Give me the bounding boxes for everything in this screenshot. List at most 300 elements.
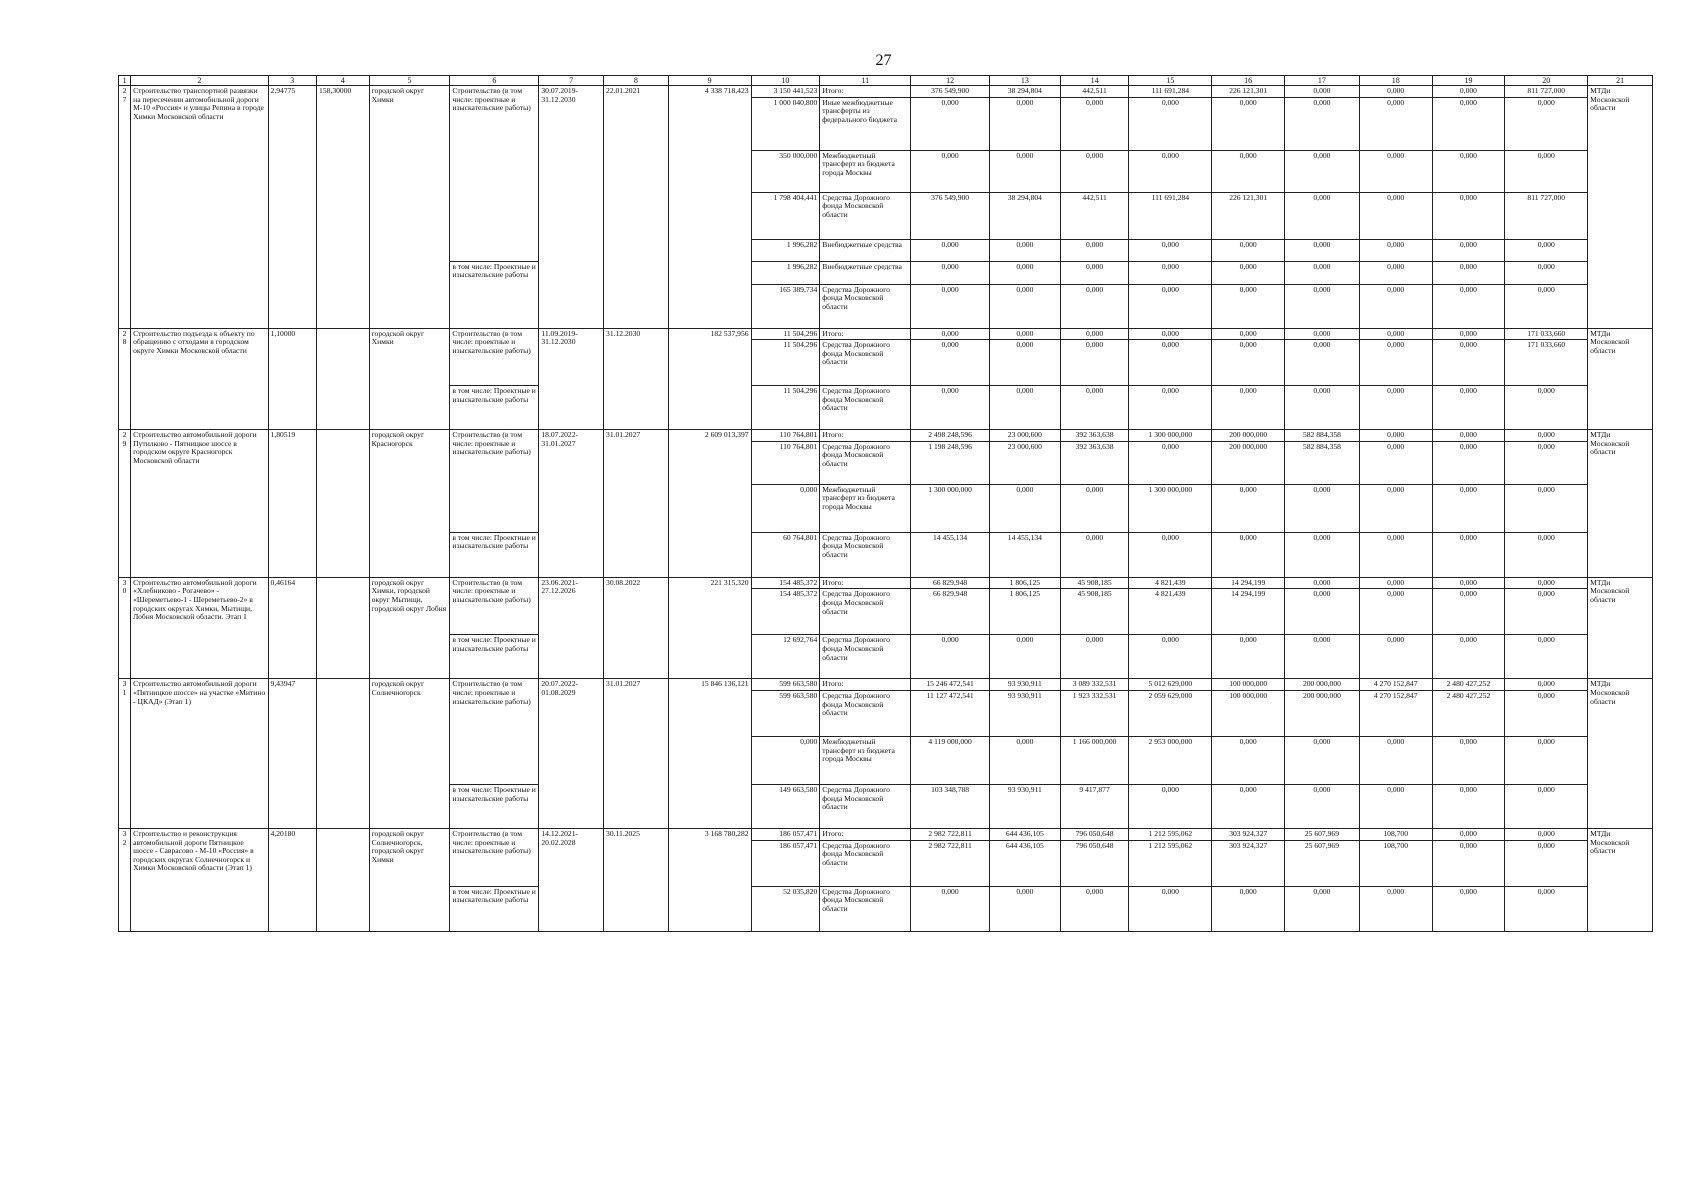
funded-amount: 110 764,801 bbox=[751, 441, 820, 484]
year-amount: 0,000 bbox=[1212, 635, 1285, 679]
year-amount: 200 000,000 bbox=[1285, 679, 1360, 691]
year-amount: 0,000 bbox=[1432, 192, 1505, 239]
year-amount: 0,000 bbox=[1432, 261, 1505, 284]
funding-source: Межбюджетный трансферт из бюджета города Москвы bbox=[820, 150, 911, 192]
column-header: 7 bbox=[539, 76, 604, 86]
year-amount: 0,000 bbox=[911, 261, 990, 284]
funded-amount: 599 663,580 bbox=[751, 690, 820, 736]
funding-source: Итого: bbox=[820, 679, 911, 691]
year-amount: 0,000 bbox=[1359, 635, 1432, 679]
funding-source: Средства Дорожного фонда Московской области bbox=[820, 441, 911, 484]
funded-amount: 3 150 441,523 bbox=[751, 86, 820, 98]
year-amount: 644 436,105 bbox=[990, 828, 1061, 840]
funding-source: Внебюджетные средства bbox=[820, 239, 911, 261]
executor: МТДи Московской области bbox=[1588, 86, 1653, 329]
year-amount: 108,700 bbox=[1359, 840, 1432, 886]
year-amount: 25 607,969 bbox=[1285, 828, 1360, 840]
year-amount: 392 363,638 bbox=[1060, 430, 1129, 442]
work-period: 20.07.2022-01.08.2029 bbox=[539, 679, 604, 829]
year-amount: 0,000 bbox=[1129, 386, 1212, 430]
completion-date: 30.11.2025 bbox=[604, 828, 669, 931]
year-amount: 93 930,911 bbox=[990, 679, 1061, 691]
funding-source: Средства Дорожного фонда Московской области bbox=[820, 886, 911, 931]
column-header: 14 bbox=[1060, 76, 1129, 86]
year-amount: 0,000 bbox=[1359, 150, 1432, 192]
year-amount: 0,000 bbox=[990, 386, 1061, 430]
year-amount: 0,000 bbox=[990, 284, 1061, 328]
year-amount: 0,000 bbox=[1505, 690, 1588, 736]
year-amount: 93 930,911 bbox=[990, 690, 1061, 736]
year-amount: 2 982 722,811 bbox=[911, 840, 990, 886]
year-amount: 0,000 bbox=[1285, 532, 1360, 577]
column-header: 13 bbox=[990, 76, 1061, 86]
funded-amount: 154 485,372 bbox=[751, 577, 820, 589]
year-amount: 4 821,439 bbox=[1129, 589, 1212, 635]
year-amount: 0,000 bbox=[1505, 679, 1588, 691]
year-amount: 1 923 332,531 bbox=[1060, 690, 1129, 736]
work-type-design: в том числе: Проектные и изыскательские работы bbox=[450, 532, 539, 577]
capacity-value bbox=[317, 679, 370, 829]
year-amount: 0,000 bbox=[1212, 97, 1285, 150]
funded-amount: 11 504,296 bbox=[751, 386, 820, 430]
funded-amount: 0,000 bbox=[751, 736, 820, 784]
year-amount: 0,000 bbox=[1505, 441, 1588, 484]
year-amount: 226 121,301 bbox=[1212, 192, 1285, 239]
completion-date: 31.01.2027 bbox=[604, 430, 669, 578]
year-amount: 0,000 bbox=[1432, 340, 1505, 386]
work-period: 30.07.2019-31.12.2030 bbox=[539, 86, 604, 329]
object-name: Строительство подъезда к объекту по обращению с отходами в городском округе Химки Московской области bbox=[131, 328, 268, 430]
year-amount: 0,000 bbox=[1359, 484, 1432, 532]
column-header: 15 bbox=[1129, 76, 1212, 86]
executor: МТДи Московской области bbox=[1588, 328, 1653, 430]
year-amount: 582 884,358 bbox=[1285, 441, 1360, 484]
year-amount: 0,000 bbox=[990, 886, 1061, 931]
capacity-value bbox=[317, 328, 370, 430]
year-amount: 0,000 bbox=[1129, 784, 1212, 828]
year-amount: 4 270 152,847 bbox=[1359, 679, 1432, 691]
table-row bbox=[119, 577, 1653, 589]
year-amount: 0,000 bbox=[1432, 828, 1505, 840]
year-amount: 0,000 bbox=[990, 97, 1061, 150]
table-row bbox=[119, 328, 1653, 340]
total-cost: 221 315,320 bbox=[668, 577, 751, 679]
year-amount: 0,000 bbox=[990, 340, 1061, 386]
year-amount: 0,000 bbox=[1060, 284, 1129, 328]
table-row bbox=[119, 679, 1653, 691]
work-type-design: в том числе: Проектные и изыскательские работы bbox=[450, 784, 539, 828]
row-number: 31 bbox=[119, 679, 131, 829]
year-amount: 14 455,134 bbox=[990, 532, 1061, 577]
year-amount: 0,000 bbox=[1060, 150, 1129, 192]
funded-amount: 599 663,580 bbox=[751, 679, 820, 691]
year-amount: 303 924,327 bbox=[1212, 828, 1285, 840]
funded-amount: 110 764,801 bbox=[751, 430, 820, 442]
year-amount: 100 000,000 bbox=[1212, 679, 1285, 691]
object-name: Строительство автомобильной дороги Путилково - Пятницкое шоссе в городском округе Красногорск Московской области bbox=[131, 430, 268, 578]
funding-source: Итого: bbox=[820, 328, 911, 340]
year-amount: 0,000 bbox=[1505, 840, 1588, 886]
work-type: Строительство (в том числе: проектные и изыскательские работы) bbox=[450, 828, 539, 886]
year-amount: 0,000 bbox=[1285, 577, 1360, 589]
year-amount: 0,000 bbox=[1212, 284, 1285, 328]
year-amount: 303 924,327 bbox=[1212, 840, 1285, 886]
year-amount: 5 012 629,000 bbox=[1129, 679, 1212, 691]
funding-source: Средства Дорожного фонда Московской области bbox=[820, 340, 911, 386]
year-amount: 0,000 bbox=[911, 150, 990, 192]
year-amount: 0,000 bbox=[1285, 484, 1360, 532]
year-amount: 0,000 bbox=[911, 239, 990, 261]
funding-source: Итого: bbox=[820, 430, 911, 442]
year-amount: 442,511 bbox=[1060, 86, 1129, 98]
year-amount: 0,000 bbox=[1505, 589, 1588, 635]
year-amount: 0,000 bbox=[1285, 284, 1360, 328]
year-amount: 0,000 bbox=[1285, 328, 1360, 340]
column-number-row bbox=[119, 76, 1653, 86]
year-amount: 0,000 bbox=[1432, 736, 1505, 784]
year-amount: 0,000 bbox=[911, 340, 990, 386]
budget-table bbox=[118, 75, 1653, 932]
total-cost: 3 168 780,282 bbox=[668, 828, 751, 931]
funded-amount: 154 485,372 bbox=[751, 589, 820, 635]
year-amount: 0,000 bbox=[1359, 736, 1432, 784]
funded-amount: 11 504,296 bbox=[751, 340, 820, 386]
year-amount: 11 127 472,541 bbox=[911, 690, 990, 736]
year-amount: 0,000 bbox=[1432, 840, 1505, 886]
funded-amount: 1 798 404,441 bbox=[751, 192, 820, 239]
year-amount: 0,000 bbox=[1212, 886, 1285, 931]
funding-source: Внебюджетные средства bbox=[820, 261, 911, 284]
year-amount: 45 908,185 bbox=[1060, 589, 1129, 635]
object-name: Строительство автомобильной дороги «Хлебниково - Рогачево» - «Шереметьево-1 - Шереметьево-2» в городских округах Химки, Мытищи, Лобня Московской области. Этап 1 bbox=[131, 577, 268, 679]
year-amount: 811 727,000 bbox=[1505, 86, 1588, 98]
year-amount: 0,000 bbox=[1129, 284, 1212, 328]
year-amount: 0,000 bbox=[1285, 886, 1360, 931]
funded-amount: 350 000,000 bbox=[751, 150, 820, 192]
year-amount: 0,000 bbox=[911, 97, 990, 150]
table-row bbox=[119, 828, 1653, 840]
year-amount: 0,000 bbox=[1432, 328, 1505, 340]
year-amount: 0,000 bbox=[1129, 886, 1212, 931]
year-amount: 0,000 bbox=[990, 736, 1061, 784]
funded-amount: 186 057,471 bbox=[751, 840, 820, 886]
column-header: 11 bbox=[820, 76, 911, 86]
year-amount: 0,000 bbox=[1212, 328, 1285, 340]
year-amount: 0,000 bbox=[1060, 97, 1129, 150]
year-amount: 0,000 bbox=[1285, 340, 1360, 386]
funding-source: Средства Дорожного фонда Московской области bbox=[820, 589, 911, 635]
year-amount: 2 480 427,252 bbox=[1432, 690, 1505, 736]
year-amount: 4 119 000,000 bbox=[911, 736, 990, 784]
column-header: 18 bbox=[1359, 76, 1432, 86]
year-amount: 0,000 bbox=[1359, 589, 1432, 635]
year-amount: 0,000 bbox=[1129, 635, 1212, 679]
year-amount: 0,000 bbox=[1432, 886, 1505, 931]
district-name: городской округ Солнечногорск, городской округ Химки bbox=[369, 828, 450, 931]
column-header: 16 bbox=[1212, 76, 1285, 86]
year-amount: 0,000 bbox=[990, 239, 1061, 261]
executor: МТДи Московской области bbox=[1588, 828, 1653, 931]
year-amount: 15 246 472,541 bbox=[911, 679, 990, 691]
district-name: городской округ Солнечногорск bbox=[369, 679, 450, 829]
length-value: 4,20180 bbox=[268, 828, 317, 931]
year-amount: 0,000 bbox=[990, 635, 1061, 679]
year-amount: 0,000 bbox=[990, 484, 1061, 532]
length-value: 0,46164 bbox=[268, 577, 317, 679]
year-amount: 0,000 bbox=[1060, 484, 1129, 532]
year-amount: 0,000 bbox=[990, 328, 1061, 340]
year-amount: 200 000,000 bbox=[1212, 441, 1285, 484]
year-amount: 1 198 248,596 bbox=[911, 441, 990, 484]
row-number: 27 bbox=[119, 86, 131, 329]
year-amount: 2 059 629,000 bbox=[1129, 690, 1212, 736]
object-name: Строительство транспортной развязки на пересечении автомобильной дороги М-10 «Россия» и улицы Репина в городе Химки Московской области bbox=[131, 86, 268, 329]
funded-amount: 52 035,820 bbox=[751, 886, 820, 931]
funding-source: Средства Дорожного фонда Московской области bbox=[820, 840, 911, 886]
year-amount: 0,000 bbox=[1432, 635, 1505, 679]
year-amount: 0,000 bbox=[1060, 340, 1129, 386]
year-amount: 0,000 bbox=[1212, 340, 1285, 386]
object-name: Строительство и реконструкция автомобильной дороги Пятницкое шоссе - Саврасово - М-10 «Россия» в городских округах Солнечногорск и Химки Московской области (Этап 1) bbox=[131, 828, 268, 931]
district-name: городской округ Красногорск bbox=[369, 430, 450, 578]
work-period: 11.09.2019-31.12.2030 bbox=[539, 328, 604, 430]
completion-date: 22.01.2021 bbox=[604, 86, 669, 329]
year-amount: 0,000 bbox=[1432, 441, 1505, 484]
year-amount: 0,000 bbox=[1060, 886, 1129, 931]
year-amount: 171 033,660 bbox=[1505, 328, 1588, 340]
year-amount: 0,000 bbox=[1060, 328, 1129, 340]
year-amount: 66 829,948 bbox=[911, 577, 990, 589]
year-amount: 0,000 bbox=[1129, 340, 1212, 386]
work-type: Строительство (в том числе: проектные и изыскательские работы) bbox=[450, 328, 539, 386]
year-amount: 0,000 bbox=[1505, 284, 1588, 328]
total-cost: 182 537,956 bbox=[668, 328, 751, 430]
funding-source: Средства Дорожного фонда Московской области bbox=[820, 386, 911, 430]
year-amount: 100 000,000 bbox=[1212, 690, 1285, 736]
funding-source: Средства Дорожного фонда Московской области bbox=[820, 784, 911, 828]
year-amount: 0,000 bbox=[1285, 635, 1360, 679]
year-amount: 0,000 bbox=[1285, 97, 1360, 150]
year-amount: 0,000 bbox=[1432, 284, 1505, 328]
year-amount: 0,000 bbox=[1505, 261, 1588, 284]
year-amount: 0,000 bbox=[1359, 784, 1432, 828]
year-amount: 0,000 bbox=[1505, 150, 1588, 192]
year-amount: 3 089 332,531 bbox=[1060, 679, 1129, 691]
year-amount: 0,000 bbox=[1359, 532, 1432, 577]
year-amount: 0,000 bbox=[1060, 239, 1129, 261]
funded-amount: 186 057,471 bbox=[751, 828, 820, 840]
year-amount: 38 294,804 bbox=[990, 192, 1061, 239]
year-amount: 4 821,439 bbox=[1129, 577, 1212, 589]
year-amount: 1 212 595,062 bbox=[1129, 828, 1212, 840]
funded-amount: 1 996,282 bbox=[751, 239, 820, 261]
year-amount: 442,511 bbox=[1060, 192, 1129, 239]
funding-source: Средства Дорожного фонда Московской области bbox=[820, 192, 911, 239]
year-amount: 0,000 bbox=[1129, 261, 1212, 284]
year-amount: 111 691,284 bbox=[1129, 86, 1212, 98]
table-body bbox=[119, 76, 1653, 932]
column-header: 4 bbox=[317, 76, 370, 86]
table-row bbox=[119, 430, 1653, 442]
object-name: Строительство автомобильной дороги «Пятницкое шоссе» на участке «Митино - ЦКАД» (Этап 1) bbox=[131, 679, 268, 829]
year-amount: 1 300 000,000 bbox=[1129, 484, 1212, 532]
funding-source: Межбюджетный трансферт из бюджета города Москвы bbox=[820, 484, 911, 532]
funding-source: Итого: bbox=[820, 86, 911, 98]
funded-amount: 165 389,734 bbox=[751, 284, 820, 328]
column-header: 20 bbox=[1505, 76, 1588, 86]
district-name: городской округ Химки bbox=[369, 328, 450, 430]
year-amount: 0,000 bbox=[1212, 532, 1285, 577]
year-amount: 171 033,660 bbox=[1505, 340, 1588, 386]
year-amount: 23 000,600 bbox=[990, 441, 1061, 484]
executor: МТДи Московской области bbox=[1588, 430, 1653, 578]
year-amount: 38 294,804 bbox=[990, 86, 1061, 98]
year-amount: 0,000 bbox=[1505, 736, 1588, 784]
year-amount: 0,000 bbox=[1285, 239, 1360, 261]
work-type-design: в том числе: Проектные и изыскательские работы bbox=[450, 386, 539, 430]
year-amount: 0,000 bbox=[1432, 784, 1505, 828]
year-amount: 0,000 bbox=[1129, 150, 1212, 192]
year-amount: 0,000 bbox=[1129, 97, 1212, 150]
capacity-value: 158,30000 bbox=[317, 86, 370, 329]
year-amount: 796 050,648 bbox=[1060, 840, 1129, 886]
column-header: 1 bbox=[119, 76, 131, 86]
year-amount: 0,000 bbox=[1359, 886, 1432, 931]
executor: МТДи Московской области bbox=[1588, 679, 1653, 829]
year-amount: 1 166 000,000 bbox=[1060, 736, 1129, 784]
year-amount: 200 000,000 bbox=[1285, 690, 1360, 736]
funded-amount: 149 663,580 bbox=[751, 784, 820, 828]
year-amount: 0,000 bbox=[1212, 484, 1285, 532]
funding-source: Средства Дорожного фонда Московской области bbox=[820, 635, 911, 679]
work-period: 23.06.2021-27.12.2026 bbox=[539, 577, 604, 679]
year-amount: 2 480 427,252 bbox=[1432, 679, 1505, 691]
year-amount: 0,000 bbox=[911, 635, 990, 679]
executor: МТДи Московской области bbox=[1588, 577, 1653, 679]
funded-amount: 0,000 bbox=[751, 484, 820, 532]
year-amount: 45 908,185 bbox=[1060, 577, 1129, 589]
year-amount: 0,000 bbox=[1285, 784, 1360, 828]
year-amount: 1 300 000,000 bbox=[911, 484, 990, 532]
capacity-value bbox=[317, 828, 370, 931]
year-amount: 0,000 bbox=[1060, 532, 1129, 577]
year-amount: 376 549,900 bbox=[911, 86, 990, 98]
length-value: 9,43947 bbox=[268, 679, 317, 829]
year-amount: 0,000 bbox=[1129, 532, 1212, 577]
district-name: городской округ Химки bbox=[369, 86, 450, 329]
year-amount: 111 691,284 bbox=[1129, 192, 1212, 239]
row-number: 28 bbox=[119, 328, 131, 430]
capacity-value bbox=[317, 577, 370, 679]
year-amount: 2 498 248,596 bbox=[911, 430, 990, 442]
year-amount: 0,000 bbox=[1505, 577, 1588, 589]
length-value: 1,80519 bbox=[268, 430, 317, 578]
length-value: 1,10000 bbox=[268, 328, 317, 430]
year-amount: 2 982 722,811 bbox=[911, 828, 990, 840]
year-amount: 0,000 bbox=[1212, 239, 1285, 261]
column-header: 8 bbox=[604, 76, 669, 86]
funding-source: Средства Дорожного фонда Московской области bbox=[820, 532, 911, 577]
year-amount: 0,000 bbox=[1212, 386, 1285, 430]
funded-amount: 1 996,282 bbox=[751, 261, 820, 284]
column-header: 10 bbox=[751, 76, 820, 86]
year-amount: 0,000 bbox=[1432, 386, 1505, 430]
total-cost: 4 338 718,423 bbox=[668, 86, 751, 329]
year-amount: 0,000 bbox=[1285, 386, 1360, 430]
work-type: Строительство (в том числе: проектные и изыскательские работы) bbox=[450, 86, 539, 262]
year-amount: 0,000 bbox=[1359, 86, 1432, 98]
year-amount: 2 953 000,000 bbox=[1129, 736, 1212, 784]
year-amount: 1 300 000,000 bbox=[1129, 430, 1212, 442]
year-amount: 0,000 bbox=[1359, 577, 1432, 589]
year-amount: 0,000 bbox=[1060, 261, 1129, 284]
year-amount: 0,000 bbox=[1129, 328, 1212, 340]
year-amount: 0,000 bbox=[1432, 86, 1505, 98]
year-amount: 0,000 bbox=[1505, 239, 1588, 261]
column-header: 3 bbox=[268, 76, 317, 86]
funded-amount: 11 504,296 bbox=[751, 328, 820, 340]
length-value: 2,94775 bbox=[268, 86, 317, 329]
year-amount: 0,000 bbox=[990, 261, 1061, 284]
year-amount: 0,000 bbox=[911, 386, 990, 430]
year-amount: 796 050,648 bbox=[1060, 828, 1129, 840]
year-amount: 4 270 152,847 bbox=[1359, 690, 1432, 736]
row-number: 32 bbox=[119, 828, 131, 931]
year-amount: 93 930,911 bbox=[990, 784, 1061, 828]
year-amount: 0,000 bbox=[911, 886, 990, 931]
funded-amount: 1 000 040,800 bbox=[751, 97, 820, 150]
funding-source: Итого: bbox=[820, 577, 911, 589]
year-amount: 0,000 bbox=[1432, 532, 1505, 577]
funded-amount: 12 692,764 bbox=[751, 635, 820, 679]
year-amount: 1 806,125 bbox=[990, 577, 1061, 589]
year-amount: 0,000 bbox=[1505, 828, 1588, 840]
year-amount: 0,000 bbox=[1285, 150, 1360, 192]
year-amount: 0,000 bbox=[1505, 386, 1588, 430]
work-type: Строительство (в том числе: проектные и изыскательские работы) bbox=[450, 430, 539, 533]
year-amount: 0,000 bbox=[1212, 784, 1285, 828]
year-amount: 0,000 bbox=[1285, 86, 1360, 98]
year-amount: 0,000 bbox=[1359, 261, 1432, 284]
year-amount: 0,000 bbox=[1359, 97, 1432, 150]
column-header: 6 bbox=[450, 76, 539, 86]
year-amount: 0,000 bbox=[1432, 97, 1505, 150]
year-amount: 0,000 bbox=[1359, 192, 1432, 239]
year-amount: 14 294,199 bbox=[1212, 589, 1285, 635]
year-amount: 108,700 bbox=[1359, 828, 1432, 840]
funding-source: Средства Дорожного фонда Московской области bbox=[820, 284, 911, 328]
row-number: 29 bbox=[119, 430, 131, 578]
year-amount: 14 455,134 bbox=[911, 532, 990, 577]
work-type-design: в том числе: Проектные и изыскательские работы bbox=[450, 886, 539, 931]
capacity-value bbox=[317, 430, 370, 578]
total-cost: 15 846 136,121 bbox=[668, 679, 751, 829]
column-header: 9 bbox=[668, 76, 751, 86]
year-amount: 0,000 bbox=[1359, 284, 1432, 328]
work-period: 18.07.2022-31.01.2027 bbox=[539, 430, 604, 578]
work-period: 14.12.2021-20.02.2028 bbox=[539, 828, 604, 931]
year-amount: 0,000 bbox=[1212, 736, 1285, 784]
year-amount: 0,000 bbox=[1359, 239, 1432, 261]
column-header: 2 bbox=[131, 76, 268, 86]
year-amount: 0,000 bbox=[1359, 430, 1432, 442]
year-amount: 0,000 bbox=[1129, 441, 1212, 484]
year-amount: 0,000 bbox=[1060, 635, 1129, 679]
year-amount: 0,000 bbox=[1359, 386, 1432, 430]
completion-date: 31.12.2030 bbox=[604, 328, 669, 430]
year-amount: 66 829,948 bbox=[911, 589, 990, 635]
funded-amount: 60 764,801 bbox=[751, 532, 820, 577]
